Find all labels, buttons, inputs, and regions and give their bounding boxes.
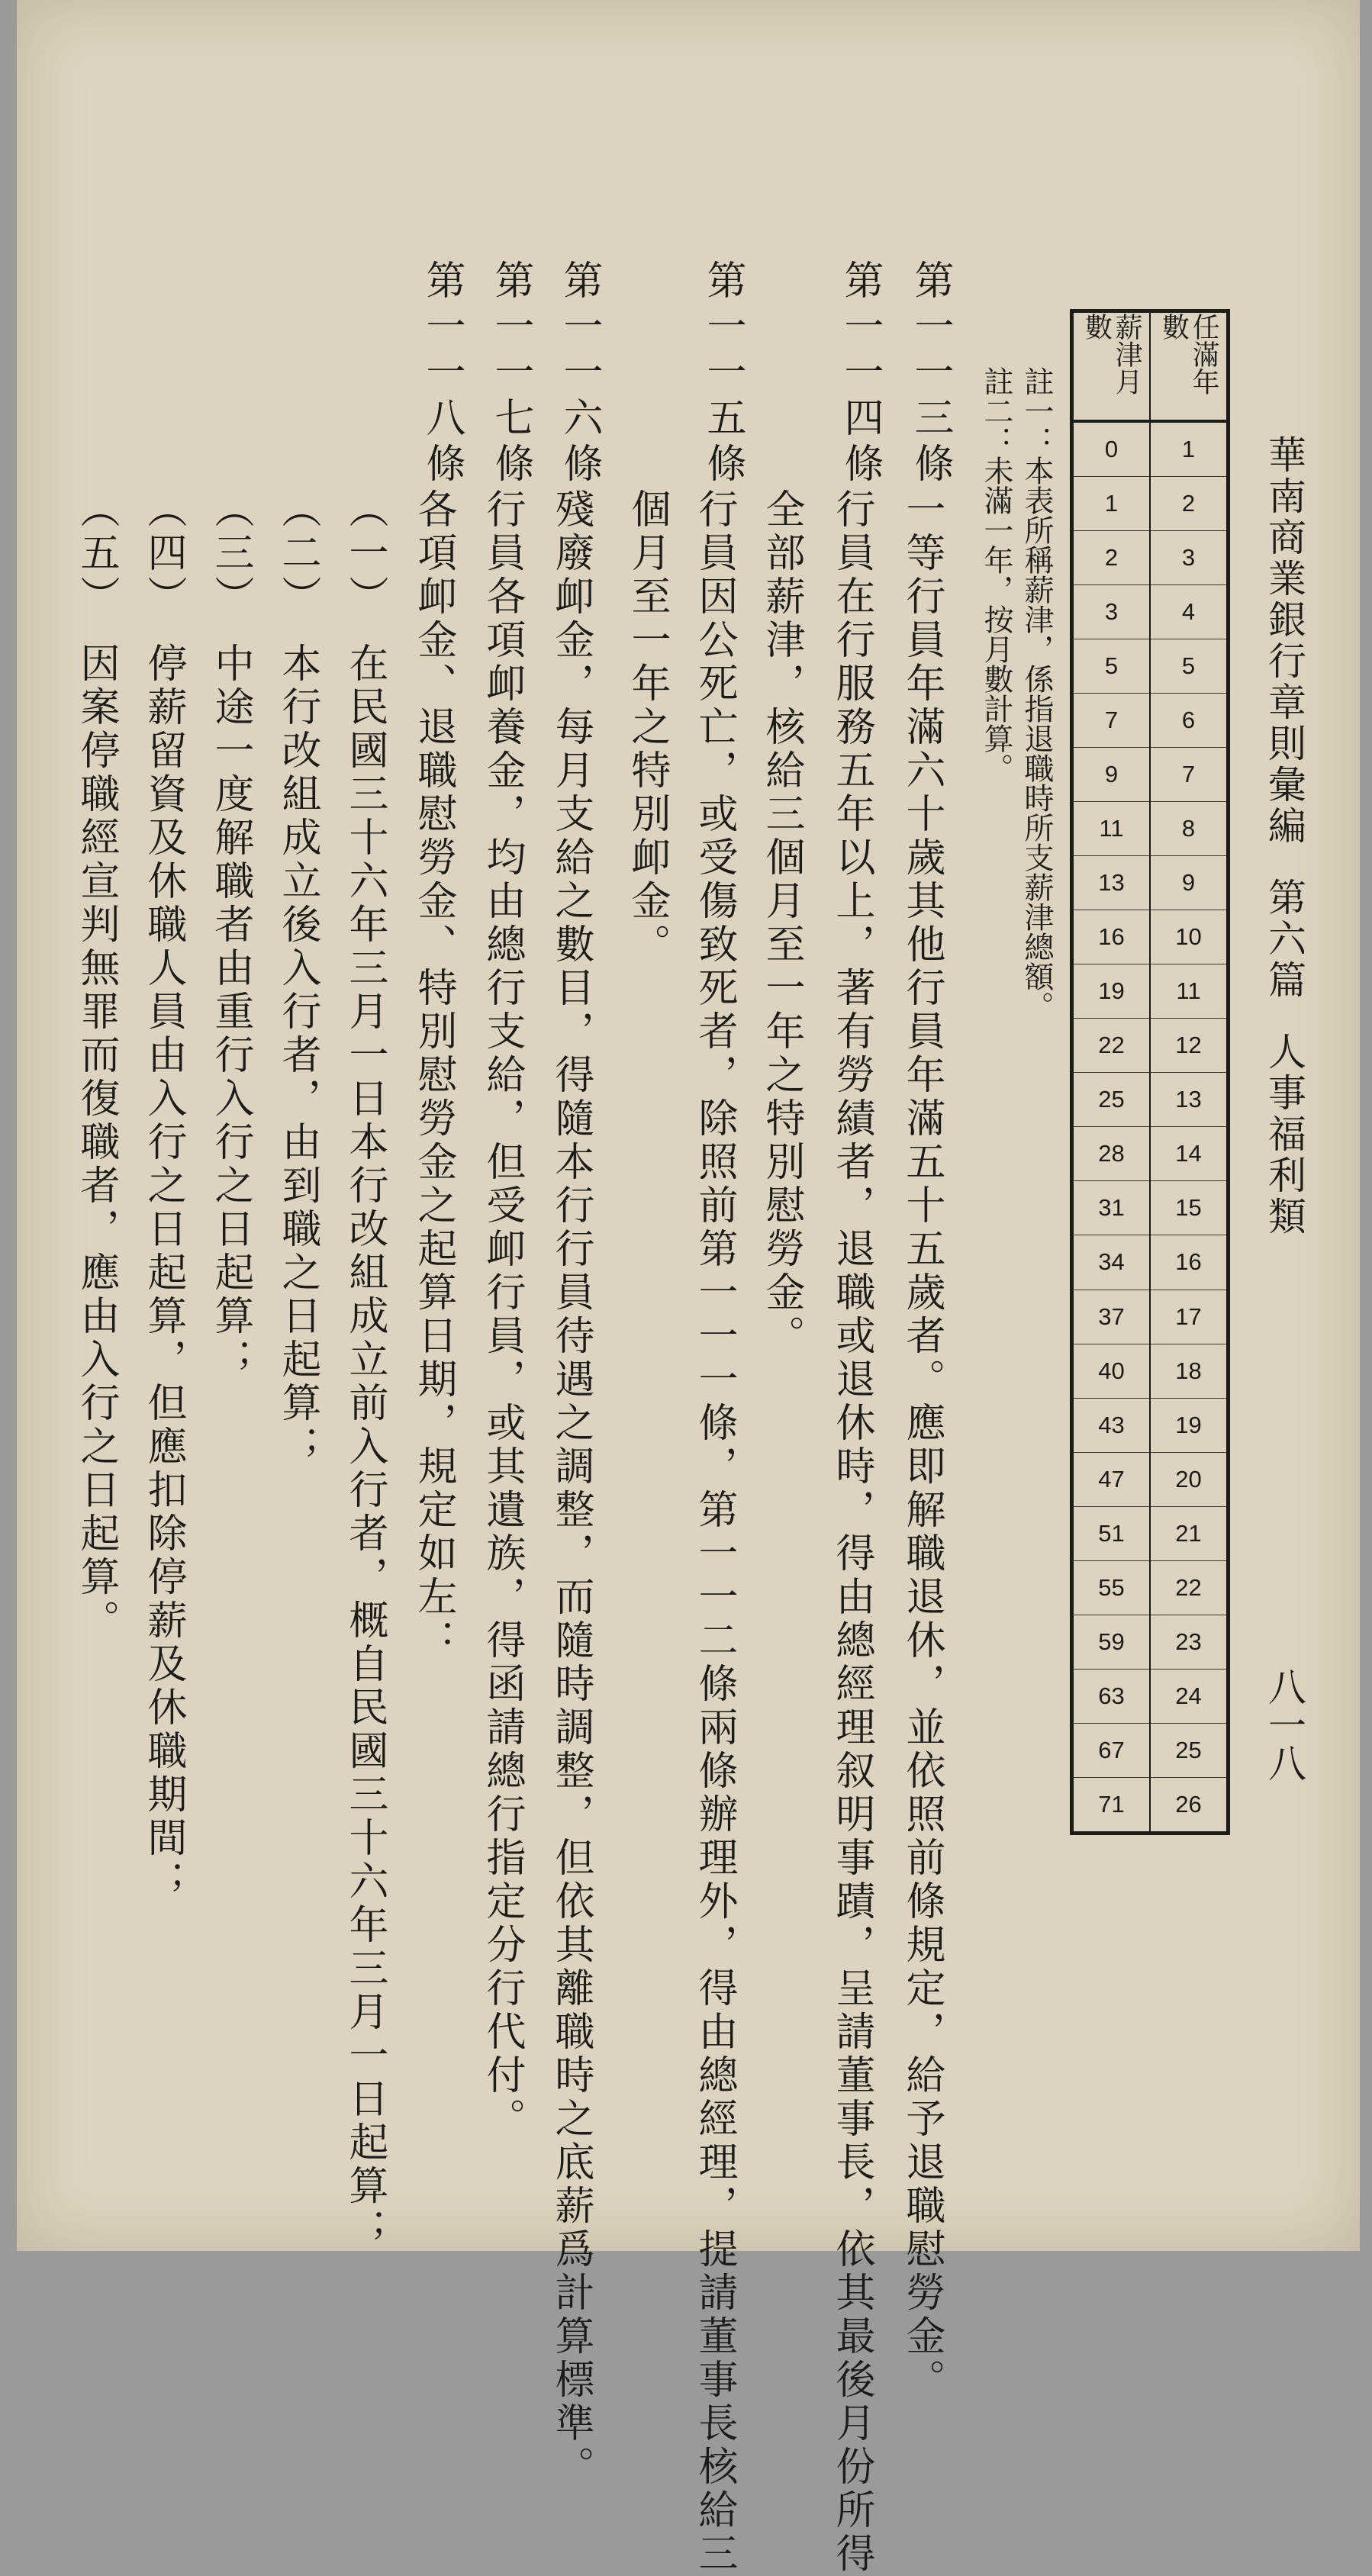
months-cell: 63 [1074,1670,1149,1724]
months-cell: 2 [1074,531,1149,585]
months-cell: 5 [1074,639,1149,694]
months-cell: 43 [1074,1399,1149,1453]
article-118-item-5: （五） 因案停職經宣判無罪而復職者，應由入行之日起算。 [73,488,119,1643]
years-cell: 23 [1151,1615,1226,1670]
months-cell: 22 [1074,1019,1149,1073]
article-115-text-2: 個月至一年之特別卹金。 [624,488,670,967]
article-118-item-3: （三） 中途一度解職者由重行入行之日起算； [208,488,253,1382]
years-cell: 26 [1175,1790,1202,1818]
article-116-label: 第一一六條 [556,259,602,488]
article-114-text-1: 行員在行服務五年以上，著有勞績者，退職或退休時，得由總經理叙明事蹟，呈請董事長，依其最後月份所得 [829,488,874,2576]
article-114-text-2: 全部薪津，核給三個月至一年之特別慰勞金。 [758,488,804,1358]
years-cell: 3 [1151,531,1226,585]
years-cell: 9 [1151,856,1226,910]
severance-table [1070,309,1230,1835]
category-label: 人事福利類 [1262,1032,1306,1238]
section-label: 第六篇 [1262,877,1306,1001]
years-cell: 14 [1151,1127,1226,1181]
months-cell: 59 [1074,1615,1149,1670]
article-118-item-1: （一） 在民國三十六年三月一日本行改組成立前入行者，概自民國三十六年三月一日起算； [342,488,388,2252]
months-cell: 71 [1098,1790,1125,1818]
years-cell: 15 [1151,1181,1226,1235]
article-113-label: 第一一三條 [907,259,953,488]
years-cell: 8 [1151,802,1226,856]
years-cell: 12 [1151,1019,1226,1073]
months-column-header: 薪津月數 [1074,313,1149,423]
months-cell: 51 [1074,1507,1149,1561]
months-cell: 67 [1074,1724,1149,1778]
months-cell: 1 [1074,477,1149,531]
document-page [17,0,1360,2576]
months-cell: 13 [1074,856,1149,910]
years-cell: 19 [1151,1399,1226,1453]
article-118-text: 各項卹金、退職慰勞金、特別慰勞金之起算日期，規定如左： [411,488,456,1663]
months-cell: 47 [1074,1453,1149,1507]
months-cell: 55 [1074,1561,1149,1615]
article-114-label: 第一一四條 [837,259,883,488]
months-cell: 11 [1074,802,1149,856]
months-cell: 9 [1074,748,1149,802]
article-116-text: 殘廢卹金，每月支給之數目，得隨本行行員待遇之調整，而隨時調整，但依其離職時之底薪爲計算標準。 [548,488,594,2489]
article-113-text: 一等行員年滿六十歲其他行員年滿五十五歲者。應即解職退休，並依照前條規定，給予退職慰勞金。 [899,488,945,2402]
years-cell: 25 [1151,1724,1226,1778]
years-cell: 21 [1151,1507,1226,1561]
months-cell: 3 [1074,585,1149,639]
years-cell: 4 [1151,585,1226,639]
years-cell: 20 [1151,1453,1226,1507]
months-cell: 31 [1074,1181,1149,1235]
years-cell: 18 [1151,1344,1226,1399]
article-118-label: 第一一八條 [419,259,465,488]
years-cell: 10 [1151,910,1226,964]
months-cell: 34 [1074,1235,1149,1290]
years-cell: 22 [1151,1561,1226,1615]
note-1: 註一：本表所稱薪津，係指退職時所支薪津總額。 [1019,366,1054,1021]
article-117-text: 行員各項卹養金，均由總行支給，但受卹行員，或其遺族，得函請總行指定分行代付。 [479,488,525,2141]
years-cell: 7 [1151,748,1226,802]
years-cell: 13 [1151,1073,1226,1127]
months-cell: 37 [1074,1290,1149,1344]
article-118-item-4: （四） 停薪留資及休職人員由入行之日起算，但應扣除停薪及休職期間； [140,488,186,1904]
years-cell: 16 [1151,1235,1226,1290]
months-cell: 40 [1074,1344,1149,1399]
months-cell: 25 [1074,1073,1149,1127]
article-117-label: 第一一七條 [488,259,533,488]
years-column [1151,313,1226,1831]
years-cell: 17 [1151,1290,1226,1344]
years-cell: 1 [1151,423,1226,477]
months-cell: 19 [1074,964,1149,1019]
years-cell: 24 [1151,1670,1226,1724]
months-cell: 7 [1074,694,1149,748]
page-number: 八一八 [1262,1667,1306,1782]
note-2: 註二：未滿一年，按月數計算。 [979,366,1013,783]
years-cell: 5 [1151,639,1226,694]
years-cell: 2 [1151,477,1226,531]
months-cell: 0 [1074,423,1149,477]
book-title: 華南商業銀行章則彙編 [1262,435,1306,847]
months-cell: 16 [1074,910,1149,964]
years-column-header: 任滿年數 [1151,313,1226,423]
months-cell: 28 [1074,1127,1149,1181]
article-115-text-1: 行員因公死亡，或受傷致死者，除照前第一一一條，第一一二條兩條辦理外，得由總經理，提請董事長核給三 [691,488,737,2576]
years-cell: 6 [1151,694,1226,748]
years-cell: 11 [1151,964,1226,1019]
months-column [1074,313,1151,1831]
article-115-label: 第一一五條 [700,259,746,488]
page-header [1257,435,1312,1238]
article-118-item-2: （二） 本行改組成立後入行者，由到職之日起算； [275,488,320,1469]
